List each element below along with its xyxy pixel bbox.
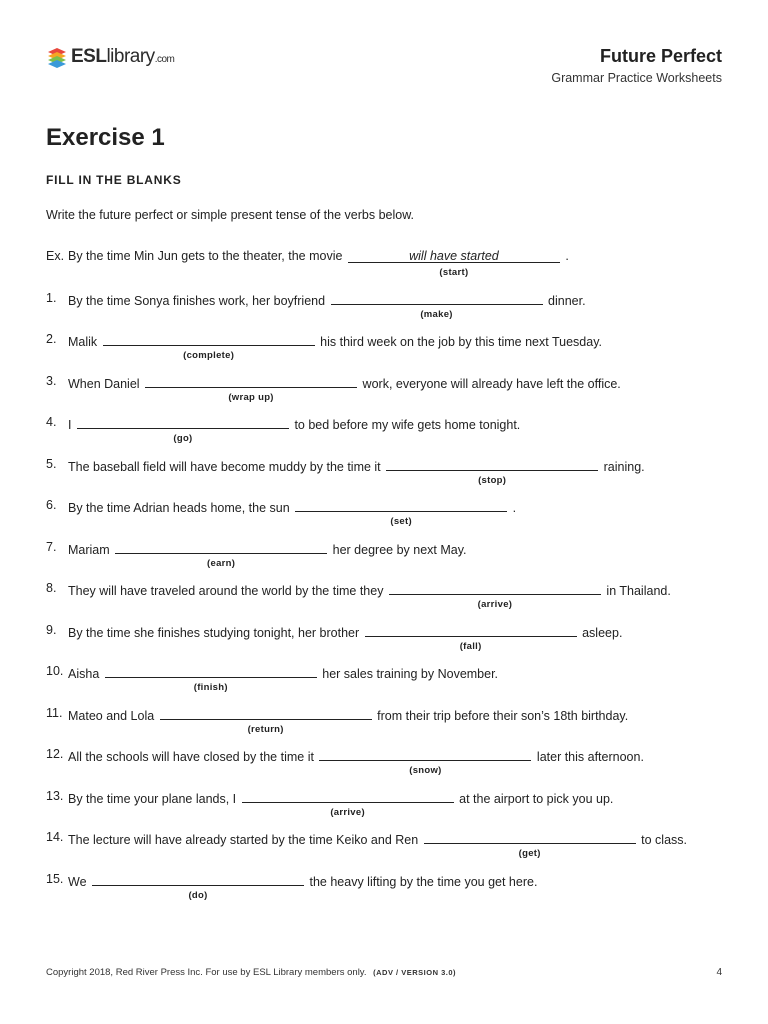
list-item (46, 871, 726, 913)
sentence-before: Mariam (68, 542, 110, 557)
verb-hint: (go) (173, 433, 193, 444)
item-number: 8. (46, 581, 57, 595)
sentence-before: They will have traveled around the world by the time they (68, 584, 384, 598)
answer-blank[interactable] (331, 290, 543, 320)
list-item (46, 746, 726, 788)
verb-hint: (fall) (459, 640, 482, 652)
example-item (46, 248, 726, 290)
item-sentence (68, 414, 521, 444)
item-number: 13. (46, 788, 64, 803)
list-item (46, 456, 726, 498)
esl-library-logo (46, 46, 174, 68)
verb-hint: (make) (420, 308, 453, 320)
answer-blank[interactable] (389, 580, 601, 610)
sentence-after: to class. (641, 833, 688, 847)
answer-blank[interactable] (365, 622, 577, 652)
list-item (46, 580, 726, 622)
answer-blank[interactable] (77, 414, 289, 444)
answer-blank[interactable] (115, 539, 327, 569)
sentence-after: his third week on the job by this time next Tuesday. (320, 335, 603, 349)
verb-hint: (stop) (478, 474, 507, 486)
item-sentence (68, 871, 538, 901)
sentence-after: in Thailand. (606, 584, 671, 598)
book-stack-icon (46, 46, 68, 68)
item-sentence (68, 746, 644, 776)
sentence-after: to bed before my wife gets home tonight. (294, 418, 521, 432)
sentence-after: . (565, 249, 569, 263)
item-number: Ex. (46, 249, 65, 263)
item-number: 5. (46, 456, 57, 471)
sentence-after: her degree by next May. (332, 542, 467, 557)
sentence-before: By the time Min Jun gets to the theater, the movie (68, 249, 343, 263)
item-number: 10. (46, 664, 64, 678)
verb-hint: (finish) (193, 682, 228, 693)
sentence-before: The baseball field will have become muddy by the time it (68, 459, 381, 474)
instructions: Write the future perfect or simple present tense of the verbs below. (46, 208, 415, 222)
item-sentence (68, 248, 569, 278)
logo-text: ESLlibrary.com (71, 46, 175, 67)
list-item (46, 373, 726, 415)
item-sentence (68, 331, 603, 361)
answer-blank[interactable] (160, 705, 372, 735)
page-header (46, 44, 722, 94)
document-title: Future Perfect (599, 46, 722, 66)
verb-hint: (get) (518, 848, 541, 859)
sentence-before: I (68, 418, 72, 432)
list-item (46, 705, 726, 747)
item-number: 4. (46, 415, 57, 429)
sentence-before: When Daniel (68, 376, 140, 391)
sentence-before: We (68, 874, 87, 889)
page-footer (46, 967, 722, 978)
item-number: 9. (46, 622, 57, 637)
list-item (46, 788, 726, 830)
item-number: 11. (46, 705, 63, 720)
list-item (46, 414, 726, 456)
sentence-before: By the time Sonya finishes work, her boyfriend (68, 293, 326, 308)
list-item (46, 539, 726, 581)
item-number: 7. (46, 539, 57, 554)
item-sentence (68, 663, 499, 693)
list-item (46, 497, 726, 539)
version-label: (ADV / VERSION 3.0) (373, 968, 456, 977)
sentence-after: the heavy lifting by the time you get here. (309, 874, 538, 889)
verb-hint: (arrive) (330, 806, 365, 818)
sentence-before: By the time Adrian heads home, the sun (68, 501, 290, 515)
answer-blank[interactable] (386, 456, 598, 486)
list-item (46, 829, 726, 871)
sentence-after: her sales training by November. (322, 667, 499, 681)
item-number: 1. (46, 290, 57, 305)
answer-blank[interactable] (424, 829, 636, 859)
item-number: 15. (46, 871, 64, 886)
list-item (46, 331, 726, 373)
answer-blank[interactable] (92, 871, 304, 901)
verb-hint: (do) (188, 889, 208, 901)
verb-hint: (wrap up) (228, 391, 274, 403)
verb-hint: (earn) (207, 557, 236, 569)
answer-blank[interactable] (242, 788, 454, 818)
list-item (46, 663, 726, 705)
sentence-after: from their trip before their son’s 18th birthday. (377, 708, 629, 723)
exercise-title: Exercise 1 (46, 124, 165, 151)
verb-hint: (start) (439, 267, 469, 278)
item-number: 14. (46, 830, 64, 844)
sentence-after: asleep. (582, 625, 623, 640)
sentence-after: dinner. (548, 293, 586, 308)
copyright-text: Copyright 2018, Red River Press Inc. For use by ESL Library members only. (46, 967, 367, 978)
item-sentence (68, 829, 688, 859)
item-sentence (68, 705, 629, 735)
sentence-after: . (512, 501, 517, 515)
sentence-after: raining. (603, 459, 645, 474)
item-sentence (68, 539, 467, 569)
sentence-after: work, everyone will already have left the office. (362, 376, 621, 391)
sentence-before: By the time she finishes studying tonight, her brother (68, 625, 360, 640)
list-item (46, 290, 726, 332)
sentence-before: Aisha (68, 667, 100, 681)
verb-hint: (return) (247, 723, 284, 735)
item-sentence (68, 456, 645, 486)
list-item (46, 622, 726, 664)
page-number: 4 (716, 967, 722, 978)
item-number: 3. (46, 373, 57, 388)
item-sentence (68, 580, 671, 610)
answer-blank[interactable] (319, 746, 531, 776)
answer-blank (348, 248, 560, 278)
sentence-before: Malik (68, 335, 98, 349)
sentence-after: at the airport to pick you up. (459, 791, 614, 806)
sentence-before: The lecture will have already started by the time Keiko and Ren (68, 833, 419, 847)
answer-blank[interactable] (145, 373, 357, 403)
verb-hint: (snow) (409, 765, 442, 776)
item-sentence (68, 788, 614, 818)
verb-hint: (arrive) (477, 599, 513, 610)
item-number: 12. (46, 747, 64, 761)
item-sentence (68, 290, 586, 320)
item-sentence (68, 622, 623, 652)
answer-blank[interactable] (103, 331, 315, 361)
item-sentence (68, 373, 621, 403)
answer-blank[interactable] (295, 497, 507, 527)
verb-hint: (complete) (183, 350, 235, 361)
exercise-list (46, 248, 726, 912)
answer-blank[interactable] (105, 663, 317, 693)
verb-hint: (set) (390, 516, 412, 527)
sentence-after: later this afternoon. (536, 750, 644, 764)
sentence-before: Mateo and Lola (68, 708, 155, 723)
section-heading: FILL IN THE BLANKS (46, 173, 182, 187)
sentence-before: By the time your plane lands, I (68, 791, 237, 806)
example-answer: will have started (409, 249, 499, 263)
item-number: 2. (46, 332, 57, 346)
document-subtitle: Grammar Practice Worksheets (551, 71, 722, 85)
sentence-before: All the schools will have closed by the time it (68, 750, 314, 764)
item-sentence (68, 497, 517, 527)
item-number: 6. (46, 498, 57, 512)
